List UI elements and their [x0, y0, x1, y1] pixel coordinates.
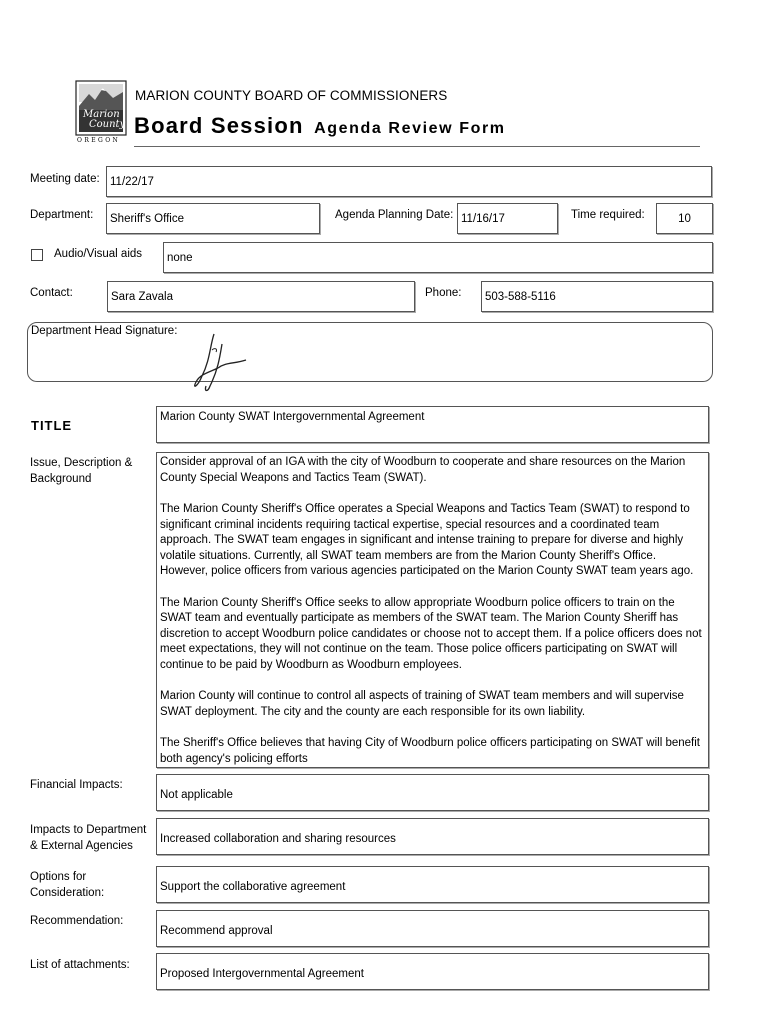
issue-paragraph-4: Marion County will continue to control all aspects of training of SWAT team members and will supervise SWAT deployment. The city and the county are each responsible for its own liability. [160, 690, 684, 718]
impacts-label-line1: Impacts to Department [30, 824, 147, 836]
impacts-label-line2: & External Agencies [30, 840, 133, 852]
handwritten-signature-icon [188, 330, 258, 396]
agenda-planning-date-label: Agenda Planning Date: [335, 209, 454, 221]
contact-field[interactable]: Sara Zavala [107, 281, 415, 312]
options-label [30, 869, 104, 901]
header-rule [134, 146, 700, 147]
audio-visual-label: Audio/Visual aids [54, 248, 143, 260]
issue-paragraph-3: The Marion County Sheriff's Office seeks to allow appropriate Woodburn police officers to train on the SWAT team and eventually participate as members of the SWAT team. The Marion County Sheriff has discretion to accept Woodburn police candidates or choose not to accept them. If a police officers does not meet expectations, they will not continue on the team. Those police officers participating on SWAT will continue to be paid by Woodburn as Woodburn employees. [160, 596, 702, 671]
title-field[interactable]: Marion County SWAT Intergovernmental Agreement [156, 406, 709, 443]
phone-label: Phone: [425, 287, 462, 299]
agenda-planning-date-field[interactable]: 11/16/17 [457, 203, 558, 234]
time-required-field[interactable]: 10 [656, 203, 713, 234]
title-heading: TITLE [31, 418, 73, 433]
issue-label [30, 455, 132, 487]
time-required-label: Time required: [571, 209, 645, 221]
issue-label-line2: Background [30, 473, 92, 485]
contact-label: Contact: [30, 287, 73, 299]
options-label-line2: Consideration: [30, 887, 105, 899]
meeting-date-field[interactable]: 11/22/17 [106, 166, 712, 197]
financial-impacts-label: Financial Impacts: [30, 779, 123, 791]
audio-visual-checkbox[interactable] [31, 249, 43, 261]
attachments-field[interactable]: Proposed Intergovernmental Agreement [156, 953, 709, 990]
phone-field[interactable]: 503-588-5116 [481, 281, 713, 312]
marion-county-logo [75, 80, 127, 146]
meeting-date-label: Meeting date: [30, 173, 100, 185]
issue-description-field[interactable] [156, 452, 709, 768]
attachments-label: List of attachments: [30, 959, 130, 971]
form-title-rest: Agenda Review Form [314, 120, 506, 137]
signature-label: Department Head Signature: [31, 325, 178, 337]
issue-paragraph-1: Consider approval of an IGA with the city of Woodburn to cooperate and share resources on the Marion County Special Weapons and Tactics Team (SWAT). [160, 456, 686, 484]
logo-text-marion: Marion [83, 109, 120, 120]
form-title [134, 113, 506, 139]
recommendation-label: Recommendation: [30, 915, 124, 927]
audio-visual-field[interactable]: none [163, 242, 713, 273]
issue-label-line1: Issue, Description & [30, 457, 133, 469]
form-title-bold: Board Session [134, 113, 304, 138]
org-name: MARION COUNTY BOARD OF COMMISSIONERS [135, 88, 448, 103]
options-field[interactable]: Support the collaborative agreement [156, 866, 709, 903]
department-field[interactable]: Sheriff's Office [106, 203, 320, 234]
impacts-label [30, 822, 146, 854]
logo-state-text: OREGON [77, 137, 121, 144]
financial-impacts-field[interactable]: Not applicable [156, 774, 709, 811]
department-label: Department: [30, 209, 94, 221]
issue-paragraph-5: The Sheriff's Office believes that having City of Woodburn police officers participating on SWAT will benefit both agency's policing efforts [160, 737, 700, 765]
issue-paragraph-2: The Marion County Sheriff's Office operates a Special Weapons and Tactics Team (SWAT) to respond to significant criminal incidents requiring tactical expertise, special resources and a coordinated team approach. The SWAT team engages in significant and intense training to prepare for diverse and highly volatile situations. Currently, all SWAT team members are from the Marion County Sheriff's Office. However, police officers from various agencies participated on the Marion County SWAT team years ago. [160, 503, 694, 577]
logo-text-county: County [89, 119, 126, 130]
impacts-field[interactable]: Increased collaboration and sharing resources [156, 818, 709, 855]
options-label-line1: Options for [30, 871, 87, 883]
recommendation-field[interactable]: Recommend approval [156, 910, 709, 947]
